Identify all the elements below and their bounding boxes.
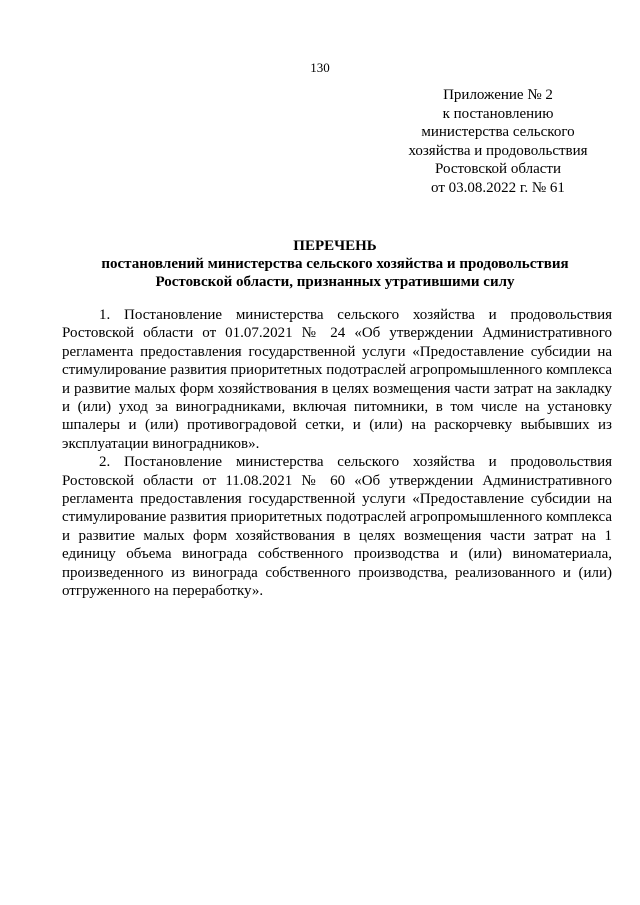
document-subtitle-line: постановлений министерства сельского хозяйства и продовольствия (101, 256, 569, 272)
page-number: 130 (310, 60, 330, 75)
list-item: 2. Постановление министерства сельского хозяйства и продовольствия Ростовской области от 11.08.2021 № 60 «Об утверждении Административного регламента предоставления государственной услуги «Предоставление субсидии на стимулирование развития приоритетных подотраслей агропромышленного комплекса и развитие малых форм хозяйствования в целях возмещения части затрат на 1 единицу объема винограда собственного производства и (или) виноматериала, произведенного из винограда собственного производства, реализованного и (или) отгруженного на переработку». (62, 454, 612, 600)
appendix-line: министерства сельского (421, 124, 575, 141)
appendix-line: Приложение № 2 (443, 87, 553, 103)
document-title: ПЕРЕЧЕНЬ (293, 238, 377, 254)
appendix-line: к постановлению (442, 105, 554, 122)
list-item: 1. Постановление министерства сельского хозяйства и продовольствия Ростовской области от 01.07.2021 № 24 «Об утверждении Административного регламента предоставления государственной услуги «Предоставление субсидии на стимулирование развития приоритетных подотраслей агропромышленного комплекса и развитие малых форм хозяйствования в целях возмещения части затрат на закладку и (или) уход за виноградниками, включая питомники, в том числе на установку шпалеры и (или) противоградовой сетки, и (или) на раскорчевку выбывших из эксплуатации виноградников». (62, 307, 612, 452)
appendix-line: Ростовской области (435, 161, 561, 178)
appendix-line: от 03.08.2022 г. № 61 (431, 179, 565, 196)
appendix-line: хозяйства и продовольствия (408, 142, 588, 159)
document-heading (40, 237, 630, 291)
document-body (62, 306, 612, 601)
appendix-block (390, 86, 606, 198)
document-subtitle-line: Ростовской области, признанных утратившими силу (155, 274, 515, 290)
